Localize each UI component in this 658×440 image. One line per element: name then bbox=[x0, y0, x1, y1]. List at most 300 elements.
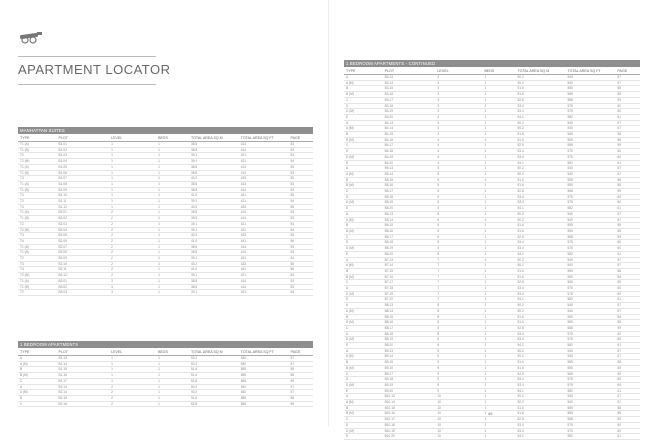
locator-table bbox=[18, 348, 313, 407]
table-cell: 61 bbox=[615, 114, 640, 120]
table-cell: B bbox=[18, 367, 57, 373]
table-cell: 1 bbox=[483, 343, 516, 349]
table-cell: B1.06 bbox=[57, 170, 110, 176]
table-cell: 60 bbox=[615, 286, 640, 292]
column-header: PLOT bbox=[57, 348, 110, 356]
table-cell: 1 bbox=[156, 378, 189, 384]
table-cell: 5 bbox=[435, 194, 482, 200]
table-cell: 60 bbox=[615, 291, 640, 297]
table-cell: 1 bbox=[109, 176, 156, 182]
table-cell: 59 bbox=[615, 143, 640, 149]
table-cell: A (M) bbox=[344, 126, 383, 132]
table-cell: 53 bbox=[289, 181, 314, 187]
table-cell: 433 bbox=[239, 176, 289, 182]
table-cell: 54.1 bbox=[516, 251, 566, 257]
table-cell: 555 bbox=[565, 228, 615, 234]
table-cell: 1 bbox=[483, 114, 516, 120]
table-cell: B5.18 bbox=[383, 194, 436, 200]
table-cell: 1 bbox=[109, 361, 156, 367]
table-cell: 1 bbox=[483, 75, 516, 81]
table-cell: B7.20 bbox=[383, 297, 436, 303]
table-cell: 1 bbox=[483, 388, 516, 394]
table-cell: 1 bbox=[156, 261, 189, 267]
table-cell: 54 bbox=[289, 273, 314, 279]
table-cell: 1 bbox=[156, 395, 189, 401]
table-cell: 3 bbox=[435, 86, 482, 92]
table-cell: 57 bbox=[615, 211, 640, 217]
table-cell: 57 bbox=[615, 263, 640, 269]
table-cell: B9.16 bbox=[383, 365, 436, 371]
table-cell: B2.07 bbox=[57, 244, 110, 250]
table-cell: B5.15 bbox=[383, 177, 436, 183]
table-cell: B1.03 bbox=[57, 153, 110, 159]
table-cell: 1 bbox=[483, 160, 516, 166]
table-cell: 1 bbox=[483, 86, 516, 92]
table-cell: 52.8 bbox=[516, 417, 566, 423]
table-cell: 61 bbox=[615, 297, 640, 303]
table-cell: 4 bbox=[435, 143, 482, 149]
table-cell: 5 bbox=[435, 177, 482, 183]
table-cell: 54.1 bbox=[516, 114, 566, 120]
table-cell: A bbox=[344, 120, 383, 126]
table-cell: 51.6 bbox=[516, 183, 566, 189]
table-cell: 50.2 bbox=[516, 211, 566, 217]
column-header: BEDS bbox=[156, 348, 189, 356]
table-cell: 52.8 bbox=[516, 189, 566, 195]
table-cell: 575 bbox=[565, 291, 615, 297]
table-cell: 10 bbox=[435, 394, 482, 400]
table-cell: B3.01 bbox=[57, 278, 110, 284]
table-cell: B4.18 bbox=[383, 149, 436, 155]
column-header: PAGE bbox=[615, 67, 640, 75]
table-cell: B (M) bbox=[18, 373, 57, 379]
table-cell: 53 bbox=[289, 210, 314, 216]
table-cell: 575 bbox=[565, 382, 615, 388]
table-cell: 53.4 bbox=[516, 109, 566, 115]
table-cell: D (M) bbox=[344, 428, 383, 434]
table-cell: 53.4 bbox=[516, 331, 566, 337]
table-cell: 421 bbox=[239, 290, 289, 296]
table-cell: 8 bbox=[435, 325, 482, 331]
table-cell: B3.03 bbox=[57, 290, 110, 296]
table-cell: C bbox=[344, 143, 383, 149]
table-cell: 10 bbox=[435, 428, 482, 434]
table-cell: 555 bbox=[565, 92, 615, 98]
table-cell: 1 bbox=[483, 325, 516, 331]
table-cell: 540 bbox=[565, 75, 615, 81]
table-cell: 57 bbox=[615, 308, 640, 314]
table-cell: 4 bbox=[435, 154, 482, 160]
table-cell: B3.18 bbox=[383, 103, 436, 109]
table-cell: 1 bbox=[156, 233, 189, 239]
table-cell: 1 bbox=[483, 411, 516, 417]
table-cell: 1 bbox=[483, 428, 516, 434]
table-cell: 57 bbox=[615, 303, 640, 309]
table-cell: 60 bbox=[615, 154, 640, 160]
table-cell: B6.13 bbox=[383, 211, 436, 217]
table-cell: 540 bbox=[565, 120, 615, 126]
table-cell: 60 bbox=[615, 382, 640, 388]
table-cell: 2 bbox=[109, 221, 156, 227]
table-cell: 60 bbox=[615, 331, 640, 337]
table-cell: 41.0 bbox=[189, 238, 239, 244]
table-cell: 60 bbox=[615, 246, 640, 252]
table-cell: B7.13 bbox=[383, 257, 436, 263]
table-cell: 52.8 bbox=[516, 143, 566, 149]
table-cell: B bbox=[344, 223, 383, 229]
table-row bbox=[344, 434, 640, 440]
table-cell: 1 bbox=[483, 211, 516, 217]
table-cell: 10 bbox=[435, 434, 482, 440]
table-cell: B (M) bbox=[344, 228, 383, 234]
table-cell: 540 bbox=[565, 166, 615, 172]
table-cell: C bbox=[18, 401, 57, 407]
table-cell: D (M) bbox=[344, 337, 383, 343]
table-cell: B bbox=[344, 132, 383, 138]
table-cell: 433 bbox=[239, 204, 289, 210]
table-cell: 575 bbox=[565, 200, 615, 206]
table-cell: T2 (M) bbox=[18, 159, 57, 165]
table-cell: 38.5 bbox=[189, 284, 239, 290]
table-cell: 51.6 bbox=[516, 268, 566, 274]
table-cell: 53.4 bbox=[516, 246, 566, 252]
table-cell: C bbox=[344, 97, 383, 103]
table-cell: 51.6 bbox=[516, 405, 566, 411]
table-cell: 8 bbox=[435, 308, 482, 314]
table-cell: A (M) bbox=[344, 80, 383, 86]
table-cell: 1 bbox=[483, 200, 516, 206]
table-cell: B8.14 bbox=[383, 308, 436, 314]
table-cell: 40.2 bbox=[189, 233, 239, 239]
table-cell: B (M) bbox=[344, 92, 383, 98]
table-cell: B1.07 bbox=[57, 176, 110, 182]
table-cell: C bbox=[344, 325, 383, 331]
table-cell: 57 bbox=[289, 384, 314, 390]
table-cell: 433 bbox=[239, 261, 289, 267]
table-cell: 555 bbox=[565, 86, 615, 92]
table-cell: 421 bbox=[239, 199, 289, 205]
table-cell: B1.09 bbox=[57, 187, 110, 193]
table-cell: E bbox=[344, 160, 383, 166]
section-heading: MANHATTAN SUITES bbox=[18, 127, 313, 134]
table-cell: 1 bbox=[156, 256, 189, 262]
table-cell: 555 bbox=[565, 274, 615, 280]
table-cell: 51.6 bbox=[516, 86, 566, 92]
table-cell: 59 bbox=[615, 189, 640, 195]
table-cell: B9.14 bbox=[383, 354, 436, 360]
table-cell: 1 bbox=[109, 187, 156, 193]
table-cell: E bbox=[344, 114, 383, 120]
table-cell: B9.15 bbox=[383, 360, 436, 366]
column-header: PAGE bbox=[289, 134, 314, 142]
table-cell: 414 bbox=[239, 284, 289, 290]
table-cell: 3 bbox=[435, 80, 482, 86]
table-cell: 1 bbox=[483, 314, 516, 320]
table-cell: 540 bbox=[239, 361, 289, 367]
table-cell: 60 bbox=[615, 377, 640, 383]
table-cell: 4 bbox=[435, 149, 482, 155]
table-cell: 575 bbox=[565, 331, 615, 337]
table-cell: 41.0 bbox=[189, 267, 239, 273]
table-cell: 1 bbox=[156, 170, 189, 176]
table-cell: 8 bbox=[435, 303, 482, 309]
table-cell: 58 bbox=[615, 132, 640, 138]
table-cell: B5.17 bbox=[383, 189, 436, 195]
table-cell: 5 bbox=[435, 183, 482, 189]
table-cell: 1 bbox=[483, 223, 516, 229]
table-cell: 1 bbox=[483, 154, 516, 160]
table-cell: 575 bbox=[565, 286, 615, 292]
table-cell: 61 bbox=[615, 206, 640, 212]
table-cell: B6.19 bbox=[383, 246, 436, 252]
table-cell: 58 bbox=[615, 137, 640, 143]
table-cell: 56 bbox=[289, 193, 314, 199]
table-cell: D (M) bbox=[344, 200, 383, 206]
manhattan-suites-section bbox=[18, 127, 313, 296]
table-cell: 53 bbox=[289, 250, 314, 256]
table-cell: E bbox=[344, 297, 383, 303]
table-cell: 52.8 bbox=[516, 280, 566, 286]
table-cell: A bbox=[18, 356, 57, 362]
table-cell: 50.2 bbox=[516, 394, 566, 400]
table-cell: 1 bbox=[156, 147, 189, 153]
table-cell: 57 bbox=[289, 361, 314, 367]
table-cell: 58 bbox=[615, 405, 640, 411]
table-cell: 433 bbox=[239, 233, 289, 239]
table-cell: 53 bbox=[289, 278, 314, 284]
table-cell: 1 bbox=[483, 120, 516, 126]
table-cell: 441 bbox=[239, 238, 289, 244]
table-cell: 2 bbox=[109, 401, 156, 407]
table-cell: 2 bbox=[109, 256, 156, 262]
table-cell: 540 bbox=[565, 263, 615, 269]
table-cell: 58 bbox=[289, 373, 314, 379]
table-cell: 2 bbox=[109, 244, 156, 250]
table-cell: 1 bbox=[483, 291, 516, 297]
table-cell: B7.19 bbox=[383, 291, 436, 297]
table-cell: 575 bbox=[565, 194, 615, 200]
table-cell: A bbox=[344, 348, 383, 354]
table-cell: T1 (B) bbox=[18, 187, 57, 193]
table-cell: 9 bbox=[435, 371, 482, 377]
table-cell: 1 bbox=[109, 142, 156, 148]
table-cell: 6 bbox=[435, 240, 482, 246]
table-cell: 1 bbox=[483, 171, 516, 177]
table-cell: 540 bbox=[239, 356, 289, 362]
table-cell: T1 (B) bbox=[18, 216, 57, 222]
table-cell: C bbox=[344, 234, 383, 240]
table-cell: 555 bbox=[565, 405, 615, 411]
table-cell: 38.5 bbox=[189, 278, 239, 284]
table-cell: B2.15 bbox=[57, 395, 110, 401]
table-cell: 5 bbox=[435, 189, 482, 195]
table-cell: T3 bbox=[18, 233, 57, 239]
table-cell: 540 bbox=[565, 211, 615, 217]
table-cell: B1.05 bbox=[57, 164, 110, 170]
table-cell: 2 bbox=[109, 227, 156, 233]
table-cell: B1.16 bbox=[57, 373, 110, 379]
table-cell: 38.5 bbox=[189, 142, 239, 148]
table-cell: 1 bbox=[109, 356, 156, 362]
table-cell: 40.2 bbox=[189, 261, 239, 267]
table-cell: 5 bbox=[435, 200, 482, 206]
table-cell: B10.17 bbox=[383, 417, 436, 423]
table-cell: 1 bbox=[156, 290, 189, 296]
column-header: TOTAL AREA SQ FT bbox=[239, 134, 289, 142]
table-cell: B1.02 bbox=[57, 147, 110, 153]
table-cell: 582 bbox=[565, 297, 615, 303]
table-cell: 58 bbox=[615, 228, 640, 234]
table-cell: B1.11 bbox=[57, 199, 110, 205]
table-cell: 575 bbox=[565, 240, 615, 246]
table-cell: 38.5 bbox=[189, 210, 239, 216]
table-cell: 540 bbox=[565, 348, 615, 354]
table-cell: 8 bbox=[435, 337, 482, 343]
table-cell: 575 bbox=[565, 246, 615, 252]
table-cell: 2 bbox=[109, 216, 156, 222]
table-cell: 54.1 bbox=[516, 297, 566, 303]
table-cell: 51.6 bbox=[516, 274, 566, 280]
table-cell: D bbox=[344, 286, 383, 292]
table-cell: 1 bbox=[156, 159, 189, 165]
table-cell: B3.20 bbox=[383, 114, 436, 120]
column-header: TYPE bbox=[344, 67, 383, 75]
table-cell: 50.2 bbox=[516, 400, 566, 406]
table-cell: T2 bbox=[18, 221, 57, 227]
column-header: TOTAL AREA SQ FT bbox=[239, 348, 289, 356]
table-cell: 555 bbox=[239, 367, 289, 373]
table-cell: 1 bbox=[156, 238, 189, 244]
table-cell: 52.8 bbox=[516, 97, 566, 103]
table-cell: 53 bbox=[289, 170, 314, 176]
table-cell: B8.18 bbox=[383, 331, 436, 337]
table-cell: 9 bbox=[435, 377, 482, 383]
table-cell: 38.5 bbox=[189, 181, 239, 187]
table-cell: 5 bbox=[435, 166, 482, 172]
table-cell: 52.8 bbox=[189, 401, 239, 407]
table-cell: 53 bbox=[289, 142, 314, 148]
table-cell: E bbox=[344, 343, 383, 349]
locator-table bbox=[18, 134, 313, 296]
table-cell: B4.17 bbox=[383, 143, 436, 149]
table-cell: B3.02 bbox=[57, 284, 110, 290]
table-cell: 575 bbox=[565, 103, 615, 109]
table-cell: 57 bbox=[615, 257, 640, 263]
table-cell: 9 bbox=[435, 388, 482, 394]
table-cell: 39.1 bbox=[189, 290, 239, 296]
table-cell: 59 bbox=[289, 378, 314, 384]
table-cell: 51.6 bbox=[516, 137, 566, 143]
one-bedroom-continued-section bbox=[344, 60, 640, 440]
table-header-row bbox=[18, 134, 313, 142]
table-cell: 59 bbox=[615, 280, 640, 286]
table-cell: 2 bbox=[109, 395, 156, 401]
table-cell: A (M) bbox=[344, 308, 383, 314]
table-cell: 53.4 bbox=[516, 382, 566, 388]
table-cell: 38.5 bbox=[189, 170, 239, 176]
table-cell: 51.6 bbox=[516, 314, 566, 320]
page-title: APARTMENT LOCATOR bbox=[18, 62, 171, 77]
table-cell: 53.4 bbox=[516, 337, 566, 343]
column-header: BEDS bbox=[156, 134, 189, 142]
table-cell: 1 bbox=[483, 337, 516, 343]
table-cell: 7 bbox=[435, 286, 482, 292]
table-cell: 1 bbox=[483, 80, 516, 86]
table-cell: T2 bbox=[18, 153, 57, 159]
table-cell: 414 bbox=[239, 278, 289, 284]
table-cell: B6.18 bbox=[383, 240, 436, 246]
table-cell: 10 bbox=[435, 411, 482, 417]
table-cell: D bbox=[344, 194, 383, 200]
table-cell: 1 bbox=[483, 371, 516, 377]
column-header: TYPE bbox=[18, 348, 57, 356]
table-cell: A bbox=[344, 211, 383, 217]
table-cell: 58 bbox=[615, 268, 640, 274]
table-cell: 51.6 bbox=[516, 365, 566, 371]
table-cell: 575 bbox=[565, 422, 615, 428]
locator-table bbox=[344, 67, 640, 440]
table-cell: A bbox=[344, 257, 383, 263]
table-cell: 51.6 bbox=[516, 411, 566, 417]
table-cell: B9.13 bbox=[383, 348, 436, 354]
table-cell: B2.09 bbox=[57, 256, 110, 262]
table-cell: 1 bbox=[483, 217, 516, 223]
table-cell: 1 bbox=[483, 137, 516, 143]
table-cell: A bbox=[344, 303, 383, 309]
table-cell: 55 bbox=[289, 176, 314, 182]
table-cell: 2 bbox=[109, 273, 156, 279]
cannon-icon bbox=[18, 30, 44, 44]
table-cell: B7.15 bbox=[383, 268, 436, 274]
table-cell: 55 bbox=[289, 204, 314, 210]
table-cell: A bbox=[344, 75, 383, 81]
table-cell: 6 bbox=[435, 246, 482, 252]
table-cell: B1.04 bbox=[57, 159, 110, 165]
table-cell: 1 bbox=[483, 240, 516, 246]
table-cell: 1 bbox=[483, 417, 516, 423]
table-cell: 38.5 bbox=[189, 216, 239, 222]
table-cell: 54.1 bbox=[516, 434, 566, 440]
table-cell: 1 bbox=[483, 149, 516, 155]
table-cell: 3 bbox=[435, 114, 482, 120]
table-cell: C bbox=[344, 280, 383, 286]
table-cell: 582 bbox=[565, 343, 615, 349]
table-cell: 53.4 bbox=[516, 377, 566, 383]
table-cell: T4 bbox=[18, 193, 57, 199]
table-cell: 540 bbox=[565, 354, 615, 360]
table-cell: 6 bbox=[435, 251, 482, 257]
table-cell: 575 bbox=[565, 109, 615, 115]
table-cell: C bbox=[18, 378, 57, 384]
table-cell: 50.2 bbox=[516, 354, 566, 360]
table-cell: 1 bbox=[156, 187, 189, 193]
table-cell: 582 bbox=[565, 114, 615, 120]
table-cell: 57 bbox=[615, 348, 640, 354]
table-cell: 41.0 bbox=[189, 193, 239, 199]
table-cell: 51.6 bbox=[516, 320, 566, 326]
table-cell: 568 bbox=[565, 417, 615, 423]
table-cell: A (M) bbox=[344, 217, 383, 223]
table-cell: 57 bbox=[289, 390, 314, 396]
table-cell: 555 bbox=[565, 411, 615, 417]
table-cell: 414 bbox=[239, 216, 289, 222]
table-cell: 38.5 bbox=[189, 244, 239, 250]
table-cell: 1 bbox=[483, 143, 516, 149]
table-cell: 1 bbox=[483, 109, 516, 115]
table-cell: 414 bbox=[239, 142, 289, 148]
table-cell: 2 bbox=[109, 267, 156, 273]
table-cell: 1 bbox=[483, 308, 516, 314]
